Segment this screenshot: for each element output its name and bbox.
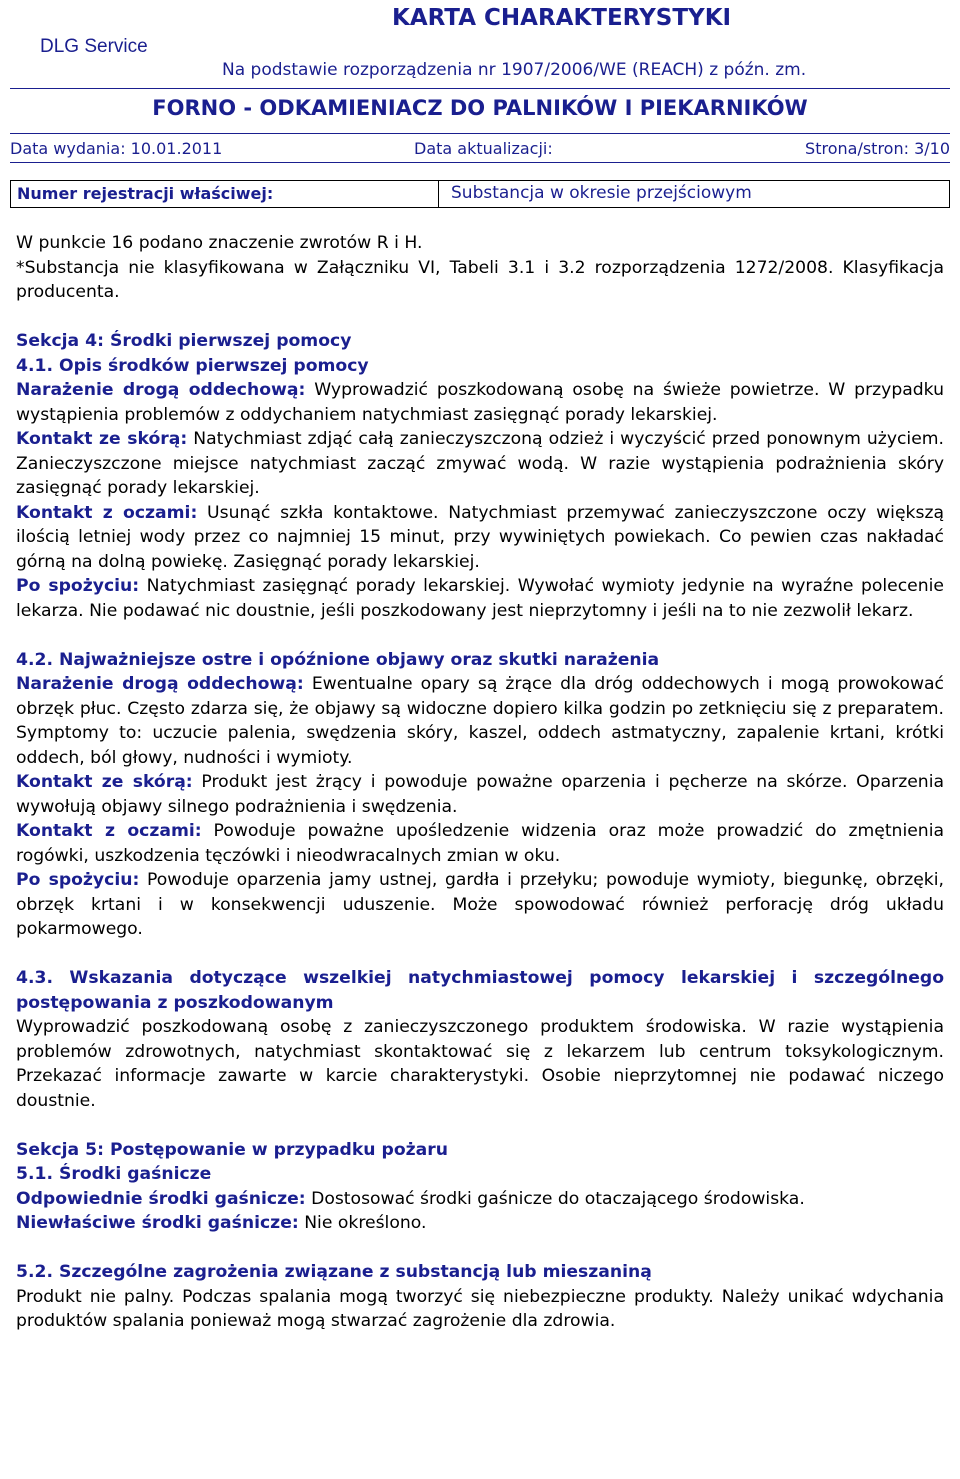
intro-line-1: W punkcie 16 podano znaczenie zwrotów R i H.	[16, 233, 423, 253]
section-4-2-title: 4.2. Najważniejsze ostre i opóźnione objawy oraz skutki narażenia	[16, 649, 660, 670]
label-ingestion-2: Po spożyciu:	[16, 870, 140, 890]
product-name: FORNO - ODKAMIENIACZ DO PALNIKÓW I PIEKARNIKÓW	[152, 96, 808, 120]
paragraph-inhalation: Narażenie drogą oddechową: Wyprowadzić poszkodowaną osobę na świeże powietrze. W przypadku wystąpienia problemów z oddychaniem natychmiast zasięgnąć porady lekarskiej.	[16, 380, 944, 425]
paragraph-suitable-media: Odpowiednie środki gaśnicze: Dostosować środki gaśnicze do otaczającego środowiska.	[16, 1188, 805, 1209]
registration-box	[10, 180, 950, 208]
document-title: KARTA CHARAKTERYSTYKI	[392, 5, 732, 31]
product-divider	[10, 133, 950, 134]
label-skin-2: Kontakt ze skórą:	[16, 772, 193, 792]
document-body	[16, 231, 944, 1334]
dates-divider	[10, 162, 950, 163]
section-4-1-title: 4.1. Opis środków pierwszej pomocy	[16, 355, 369, 376]
paragraph-inhalation-2: Narażenie drogą oddechową: Ewentualne opary są żrące dla dróg oddechowych i mogą prowokować obrzęk płuc. Często zdarza się, że objawy są widoczne dopiero kilka godzin po zetknięciu się z preparatem. Symptomy to: uczucie palenia, swędzenia skóry, kaszel, oddech astmatyczny, zapalenie krtani, krótki oddech, ból głowy, nudności i wymioty.	[16, 674, 944, 768]
section-5-title: Sekcja 5: Postępowanie w przypadku pożaru	[16, 1139, 448, 1160]
paragraph-skin-2: Kontakt ze skórą: Produkt jest żrący i powoduje poważne oparzenia i pęcherze na skórze. Oparzenia wywołują objawy silnego podrażnienia i swędzenia.	[16, 772, 944, 817]
label-eyes-2: Kontakt z oczami:	[16, 821, 202, 841]
regulation-subtitle: Na podstawie rozporządzenia nr 1907/2006/WE (REACH) z późn. zm.	[222, 60, 807, 80]
paragraph-5-2: Produkt nie palny. Podczas spalania mogą tworzyć się niebezpieczne produkty. Należy unikać wdychania produktów spalania ponieważ mogą stwarzać zagrożenie dla zdrowia.	[16, 1286, 944, 1331]
paragraph-unsuitable-media: Niewłaściwe środki gaśnicze: Nie określono.	[16, 1213, 427, 1233]
label-inhalation-2: Narażenie drogą oddechową:	[16, 674, 304, 694]
label-skin: Kontakt ze skórą:	[16, 429, 188, 449]
page-number: Strona/stron: 3/10	[805, 139, 950, 158]
header-divider	[10, 88, 950, 89]
paragraph-ingestion: Po spożyciu: Natychmiast zasięgnąć porady lekarskiej. Wywołać wymioty jedynie na wyraźne polecenie lekarza. Nie podawać nic doustnie, jeśli poszkodowany jest nieprzytomny i jeśli na to nie zezwolił lekarz.	[16, 576, 944, 621]
registration-label: Numer rejestracji właściwej:	[11, 181, 439, 207]
paragraph-eyes: Kontakt z oczami: Usunąć szkła kontaktowe. Natychmiast przemywać zanieczyszczone oczy większą ilością letniej wody przez co najmniej 15 minut, przy wywiniętych powiekach. Co pewien czas nakładać górną na dolną powiekę. Zasięgnąć porady lekarskiej.	[16, 502, 944, 572]
paragraph-ingestion-2: Po spożyciu: Powoduje oparzenia jamy ustnej, gardła i przełyku; powoduje wymioty, biegunkę, obrzęki, obrzęk krtani i w konsekwencji uduszenie. Może spowodować również perforację dróg układu pokarmowego.	[16, 870, 944, 939]
label-eyes: Kontakt z oczami:	[16, 502, 198, 523]
section-5-1-title: 5.1. Środki gaśnicze	[16, 1164, 212, 1184]
section-4-title: Sekcja 4: Środki pierwszej pomocy	[16, 331, 352, 351]
issue-date: Data wydania: 10.01.2011	[10, 139, 223, 158]
label-ingestion: Po spożyciu:	[16, 576, 140, 596]
brand-name: DLG Service	[40, 36, 148, 57]
label-inhalation: Narażenie drogą oddechową:	[16, 380, 306, 400]
intro-line-2: *Substancja nie klasyfikowana w Załączniku VI, Tabeli 3.1 i 3.2 rozporządzenia 1272/2008. Klasyfikacja producenta.	[16, 257, 944, 302]
label-suitable-media: Odpowiednie środki gaśnicze:	[16, 1188, 306, 1209]
registration-value: Substancja w okresie przejściowym	[451, 183, 752, 203]
update-date: Data aktualizacji:	[414, 139, 553, 158]
section-4-3-title: 4.3. Wskazania dotyczące wszelkiej natychmiastowej pomocy lekarskiej i szczególnego postępowania z poszkodowanym	[16, 968, 944, 1013]
paragraph-skin: Kontakt ze skórą: Natychmiast zdjąć całą zanieczyszczoną odzież i wyczyścić przed ponownym użyciem. Zanieczyszczone miejsce natychmiast zacząć zmywać wodą. W razie wystąpienia podrażnienia skóry zasięgnąć porady lekarskiej.	[16, 429, 944, 498]
label-unsuitable-media: Niewłaściwe środki gaśnicze:	[16, 1213, 299, 1233]
section-5-2-title: 5.2. Szczególne zagrożenia związane z substancją lub mieszaniną	[16, 1262, 652, 1282]
paragraph-4-3: Wyprowadzić poszkodowaną osobę z zanieczyszczonego produktem środowiska. W razie wystąpienia problemów zdrowotnych, natychmiast skontaktować się z lekarzem lub centrum toksykologicznym. Przekazać informacje zawarte w karcie charakterystyki. Osobie nieprzytomnej nie podawać niczego doustnie.	[16, 1017, 944, 1111]
paragraph-eyes-2: Kontakt z oczami: Powoduje poważne upośledzenie widzenia oraz może prowadzić do zmętnienia rogówki, uszkodzenia tęczówki i nieodwracalnych zmian w oku.	[16, 821, 944, 866]
